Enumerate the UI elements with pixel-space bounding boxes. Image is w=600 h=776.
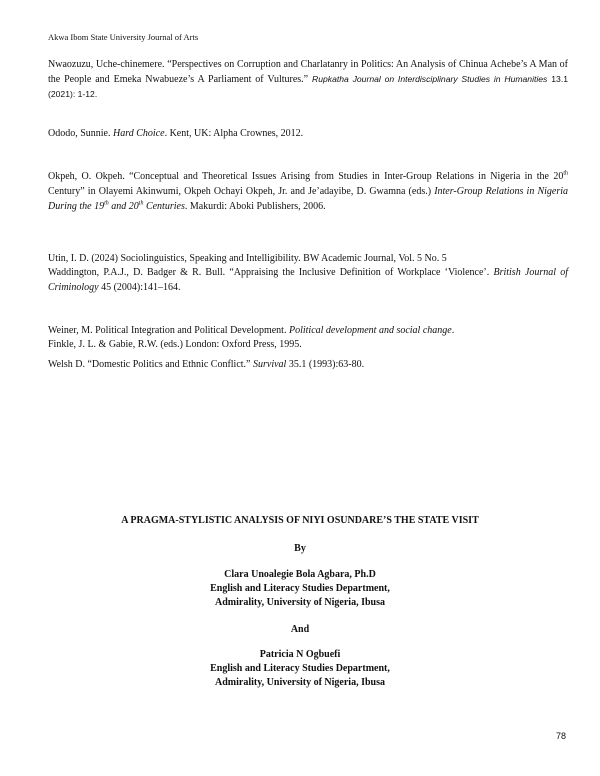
ref-journal: British Journal of Criminology (48, 267, 568, 293)
ref-details: . Makurdi: Aboki Publishers, 2006. (184, 201, 326, 212)
ref-text: Finkle, J. L. & Gabie, R.W. (eds.) London: Oxford Press, 1995. (48, 339, 302, 350)
ref-title: “Perspectives on Corruption and Charlatanry in Politics: An Analysis of Chinua Achebe’s A Man of the People and Emeka Nwabueze’s A Parliament of Vultures.” (48, 59, 569, 85)
reference-entry (48, 169, 568, 214)
author-name: Patricia N Ogbuefi (259, 649, 341, 660)
superscript: th (104, 200, 109, 207)
author-institution: Admirality, University of Nigeria, Ibusa (215, 597, 385, 608)
ref-text: Okpeh, O. Okpeh. “Conceptual and Theoretical Issues Arising from Studies in Inter-Group Relations in Nigeria in the 20 (48, 171, 564, 182)
superscript: th (138, 200, 144, 207)
ref-title: Hard Choice (113, 128, 165, 139)
ref-text: Century” in Olayemi Akinwumi, Okpeh Ochayi Okpeh, Jr. and Je’adayibe, D. Gwamna (eds.) (48, 186, 435, 197)
ref-details: 45 (2004):141–164. (98, 282, 181, 293)
running-head: Akwa Ibom State University Journal of Arts (48, 32, 199, 42)
ref-journal: Survival (253, 359, 287, 370)
ref-title-part: Inter-Group Relations in Nigeria During the 19 (48, 186, 569, 212)
reference-entry (48, 357, 568, 372)
page-number: 78 (555, 731, 566, 741)
ref-details: 13.1 (2021): 1-12. (48, 74, 568, 99)
ref-text: Utin, I. D. (2024) Sociolinguistics, Speaking and Intelligibility. BW Academic Journal, Vol. 5 No. 5 (48, 253, 447, 264)
author-institution: Admirality, University of Nigeria, Ibusa (215, 677, 385, 688)
ref-author: Nwaozuzu, Uche-chinemere. (48, 59, 165, 70)
author-department: English and Literacy Studies Department, (210, 583, 390, 594)
byline-and: And (290, 624, 310, 635)
ref-details: 35.1 (1993):63-80. (286, 359, 365, 370)
reference-entry (48, 265, 568, 295)
article-title: A PRAGMA-STYLISTIC ANALYSIS OF NIYI OSUNDARE’S THE STATE VISIT (121, 515, 479, 526)
byline-by: By (294, 543, 306, 554)
ref-journal: Rupkatha Journal on Interdisciplinary Studies in Humanities (312, 74, 548, 84)
ref-title-part: Centuries (143, 201, 185, 212)
reference-entry (48, 251, 568, 266)
ref-text: Waddington, P.A.J., D. Badger & R. Bull. “Appraising the Inclusive Definition of Workplace ‘Violence’. (48, 267, 494, 278)
ref-title: Political development and social change (288, 325, 452, 336)
reference-entry (48, 323, 568, 338)
reference-entry (48, 126, 568, 141)
author-department: English and Literacy Studies Department, (210, 663, 390, 674)
ref-details: . (451, 325, 455, 336)
reference-entry (48, 57, 568, 102)
ref-text: Welsh D. “Domestic Politics and Ethnic Conflict.” (48, 359, 253, 370)
ref-title-part: and 20 (108, 201, 139, 212)
reference-entry (48, 337, 568, 352)
ref-author: Ododo, Sunnie. (48, 128, 111, 139)
ref-text: Weiner, M. Political Integration and Political Development. (48, 325, 289, 336)
superscript: th (563, 170, 568, 177)
ref-details: . Kent, UK: Alpha Crownes, 2012. (164, 128, 304, 139)
author-name: Clara Unoalegie Bola Agbara, Ph.D (224, 569, 376, 580)
